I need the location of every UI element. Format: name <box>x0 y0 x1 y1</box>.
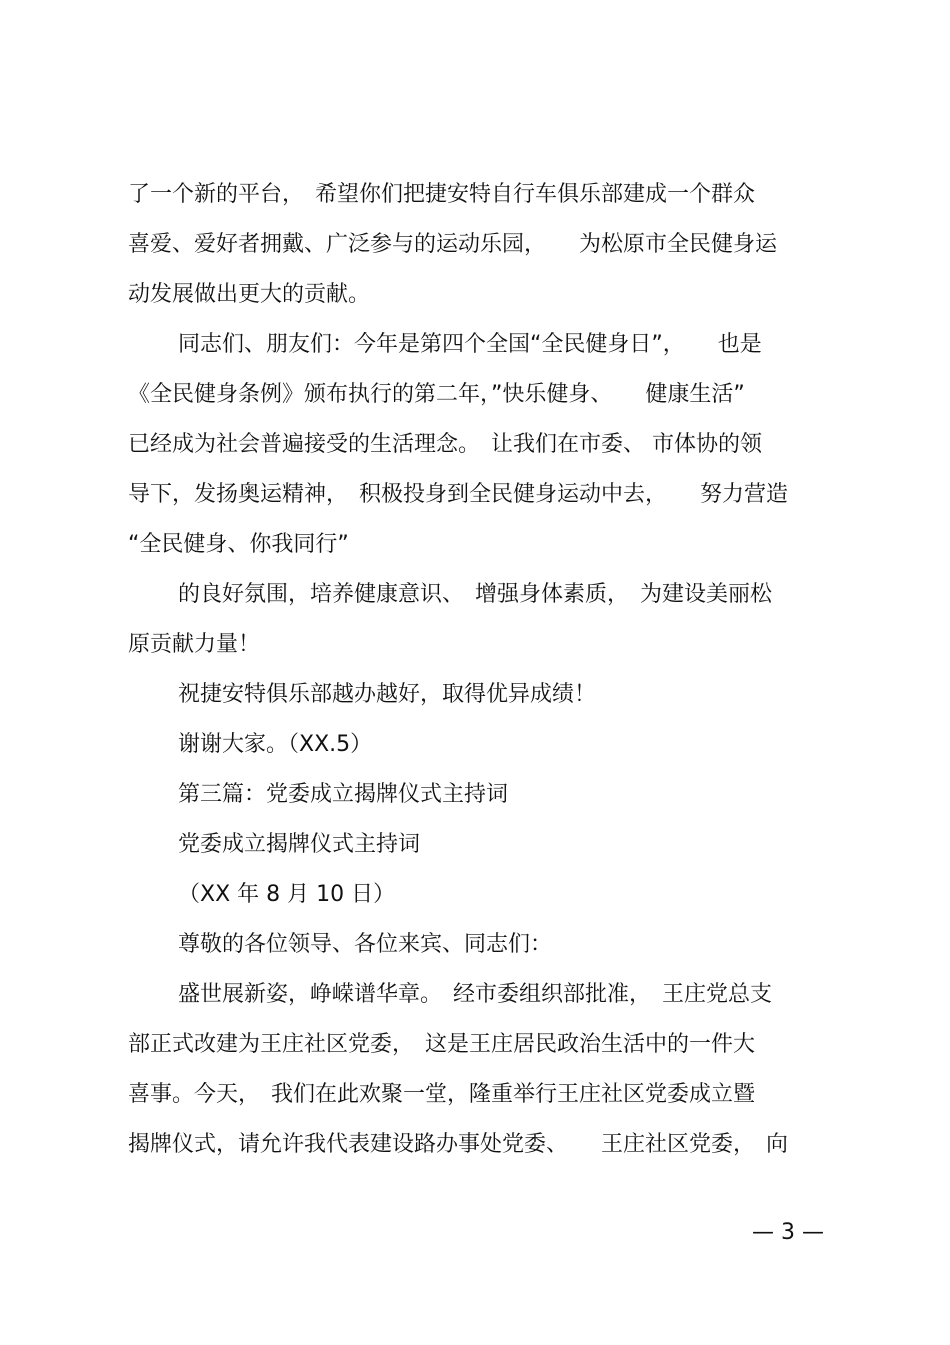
text-line: 动发展做出更大的贡献。 <box>128 282 371 307</box>
text-line: “全民健身、你我同行” <box>128 532 349 557</box>
document-title: 党委成立揭牌仪式主持词 <box>178 832 421 857</box>
text-line: 《全民健身条例》颁布执行的第二年，”快乐健身、 健康生活” <box>128 382 745 407</box>
text-line: 揭牌仪式，请允许我代表建设路办事处党委、 王庄社区党委， 向 <box>128 1132 789 1157</box>
text-line: 喜爱、爱好者拥戴、广泛参与的运动乐园， 为松原市全民健身运 <box>128 232 778 257</box>
text-line: 盛世展新姿，峥嵘谱华章。 经市委组织部批准， 王庄党总支 <box>178 982 773 1007</box>
text-line: 祝捷安特俱乐部越办越好，取得优异成绩！ <box>178 682 597 707</box>
section-heading: 第三篇：党委成立揭牌仪式主持词 <box>178 782 509 807</box>
text-line: 导下，发扬奥运精神， 积极投身到全民健身运动中去， 努力营造 <box>128 482 789 507</box>
salutation: 尊敬的各位领导、各位来宾、同志们： <box>178 932 553 957</box>
text-line: 部正式改建为王庄社区党委， 这是王庄居民政治生活中的一件大 <box>128 1032 756 1057</box>
text-line: 喜事。今天， 我们在此欢聚一堂，隆重举行王庄社区党委成立暨 <box>128 1082 756 1107</box>
text-line: 了一个新的平台， 希望你们把捷安特自行车俱乐部建成一个群众 <box>128 182 756 207</box>
text-line: 谢谢大家。（XX.5） <box>178 732 373 757</box>
document-date: （XX 年 8 月 10 日） <box>178 882 396 907</box>
text-line: 原贡献力量！ <box>128 632 261 657</box>
text-line: 同志们、朋友们：今年是第四个全国“全民健身日”， 也是 <box>178 332 762 357</box>
page-number: — 3 — <box>752 1220 824 1245</box>
text-line: 已经成为社会普遍接受的生活理念。 让我们在市委、 市体协的领 <box>128 432 762 457</box>
text-line: 的良好氛围，培养健康意识、 增强身体素质， 为建设美丽松 <box>178 582 773 607</box>
